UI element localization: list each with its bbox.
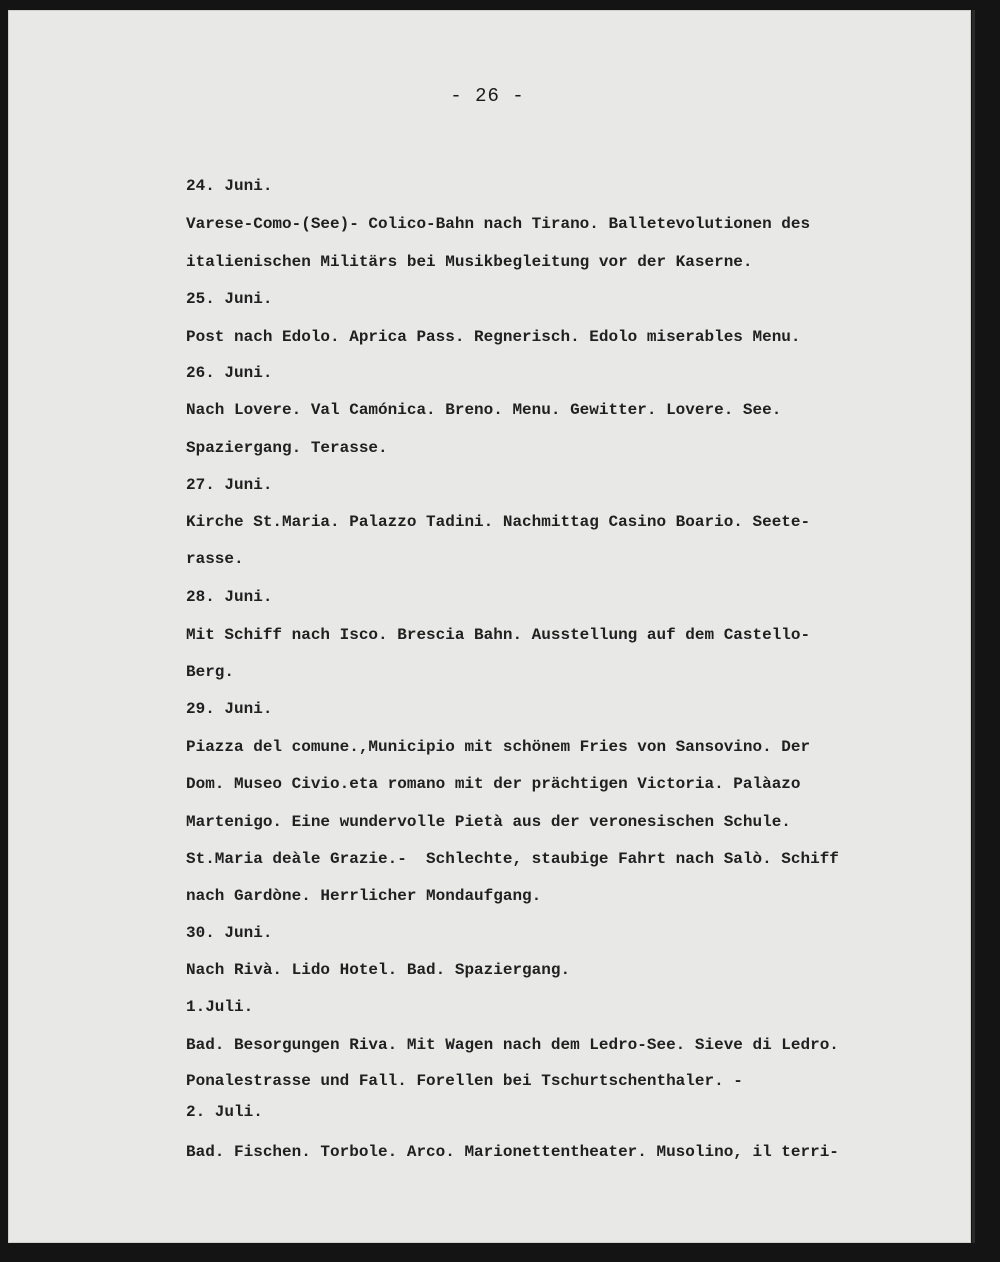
text-line: italienischen Militärs bei Musikbegleitung vor der Kaserne. [186, 253, 753, 271]
date-heading: 26. Juni. [186, 364, 273, 382]
text-line: Dom. Museo Civio.eta romano mit der prächtigen Victoria. Palàazo [186, 775, 801, 793]
page-edge [972, 10, 975, 1243]
text-line: Nach Lovere. Val Camónica. Breno. Menu. Gewitter. Lovere. See. [186, 401, 782, 419]
text-line: Ponalestrasse und Fall. Forellen bei Tschurtschenthaler. - [186, 1072, 743, 1090]
text-line: Spaziergang. Terasse. [186, 439, 388, 457]
text-line: rasse. [186, 550, 244, 568]
text-line: Mit Schiff nach Isco. Brescia Bahn. Ausstellung auf dem Castello- [186, 626, 811, 644]
page-number: - 26 - [450, 85, 525, 107]
date-heading: 30. Juni. [186, 924, 273, 942]
text-line: Bad. Besorgungen Riva. Mit Wagen nach dem Ledro-See. Sieve di Ledro. [186, 1036, 839, 1054]
text-line: St.Maria deàle Grazie.- Schlechte, staubige Fahrt nach Salò. Schiff [186, 850, 839, 868]
text-line: Varese-Como-(See)- Colico-Bahn nach Tirano. Balletevolutionen des [186, 215, 811, 233]
text-line: nach Gardòne. Herrlicher Mondaufgang. [186, 887, 542, 905]
date-heading: 29. Juni. [186, 700, 273, 718]
date-heading: 24. Juni. [186, 177, 273, 195]
text-line: Berg. [186, 663, 235, 681]
text-line: Martenigo. Eine wundervolle Pietà aus der veronesischen Schule. [186, 813, 791, 831]
date-heading: 25. Juni. [186, 290, 273, 308]
date-heading: 2. Juli. [186, 1103, 263, 1121]
date-heading: 1.Juli. [186, 998, 254, 1016]
text-line: Post nach Edolo. Aprica Pass. Regnerisch. Edolo miserables Menu. [186, 328, 801, 346]
text-line: Kirche St.Maria. Palazzo Tadini. Nachmittag Casino Boario. Seete- [186, 513, 811, 531]
date-heading: 28. Juni. [186, 588, 273, 606]
text-line: Bad. Fischen. Torbole. Arco. Marionettentheater. Musolino, il terri- [186, 1143, 839, 1161]
text-line: Nach Rivà. Lido Hotel. Bad. Spaziergang. [186, 961, 571, 979]
date-heading: 27. Juni. [186, 476, 273, 494]
text-line: Piazza del comune.,Municipio mit schönem Fries von Sansovino. Der [186, 738, 811, 756]
